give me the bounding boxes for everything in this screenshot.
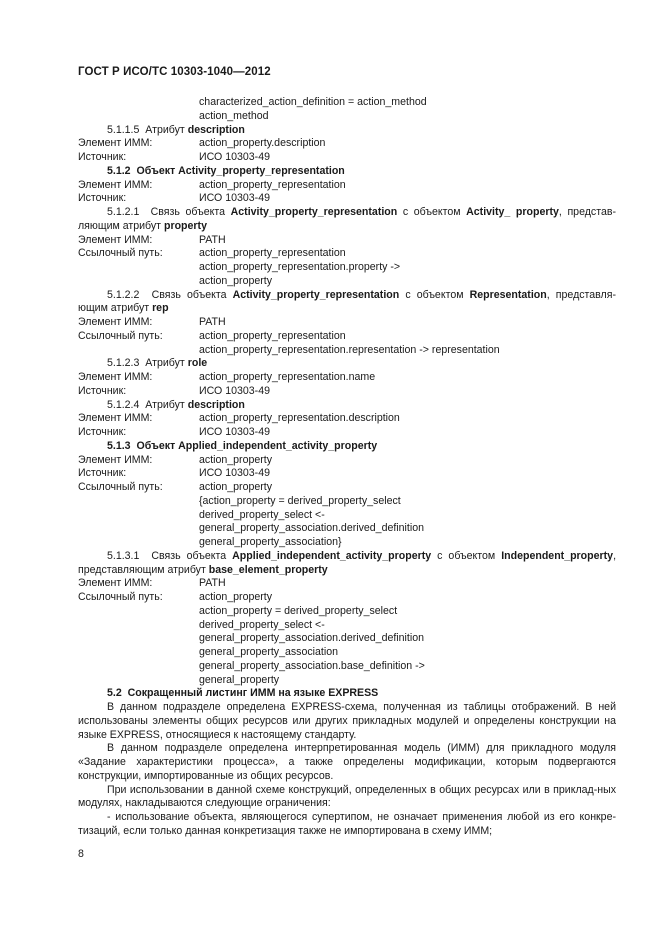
- aim-element-row: Элемент ИММ: PATH: [78, 577, 226, 590]
- section-5-1-2-2-heading: 5.1.2.2 Связь объекта Activity_property_representation с объектом Representation, представля- ющим атрибут rep: [78, 288, 616, 315]
- reference-path-row: Ссылочный путь: action_property: [78, 481, 273, 493]
- reference-path-line: action_property_representation.representation -> representation: [199, 343, 500, 356]
- aim-element-row: Элемент ИММ: PATH: [78, 233, 226, 246]
- section-5-1-2-1-heading: 5.1.2.1 Связь объекта Activity_property_representation с объектом Activity_ property, представ- ляющим атрибут property: [78, 206, 616, 232]
- reference-path-line: action_property: [199, 274, 273, 287]
- source-row: Источник: ИСО 10303-49: [78, 151, 270, 163]
- section-5-1-2-4-heading: 5.1.2.4 Атрибут description: [107, 398, 245, 411]
- list-item: - использование объекта, являющегося супертипом, не означает применения любой из его конкре-тизаций, если только данная конкретизация также не импортирована в схему ИММ;: [78, 811, 616, 837]
- reference-path-row: Ссылочный путь: action_property_representation: [78, 247, 346, 260]
- reference-path-line: general_property_association.base_definition ->: [199, 659, 425, 672]
- reference-path-line: derived_property_select <-: [199, 508, 325, 521]
- source-row: Источник: ИСО 10303-49: [78, 426, 270, 438]
- page-header: ГОСТ Р ИСО/ТС 10303-1040—2012: [78, 66, 271, 78]
- reference-path-line: derived_property_select <-: [199, 618, 325, 631]
- section-5-1-2-heading: 5.1.2 Объект Activity_property_representation: [107, 164, 345, 177]
- section-5-1-2-3-heading: 5.1.2.3 Атрибут role: [107, 357, 208, 370]
- reference-path-row: Ссылочный путь: action_property_representation: [78, 329, 346, 342]
- paragraph: При использовании в данной схеме конструкций, определенных в общих ресурсах или в приклад-ных модулях, накладываются следующие ограничения:: [78, 783, 616, 810]
- reference-path-line: general_property_association: [199, 646, 338, 658]
- aim-element-row: Элемент ИММ: action_property.description: [78, 137, 326, 150]
- reference-path-row: Ссылочный путь: action_property: [78, 591, 273, 603]
- section-5-2-heading: 5.2 Сокращенный листинг ИММ на языке EXPRESS: [107, 687, 379, 700]
- reference-path-line: general_property_association.derived_definition: [199, 522, 424, 535]
- aim-element-row: Элемент ИММ: action_property_representation.name: [78, 371, 376, 383]
- aim-element-row: Элемент ИММ: action_property_representation.description: [78, 412, 400, 425]
- reference-path-line: action_property_representation.property ->: [199, 261, 401, 273]
- source-row: Источник: ИСО 10303-49: [78, 384, 270, 397]
- paragraph: В данном подразделе определена EXPRESS-схема, полученная из таблицы отображений. В ней использованы элементы общих ресурсов или других прикладных модулей и определены конструкции на языке EXPRESS, относящиеся к настоящему стандарту.: [78, 701, 616, 741]
- aim-element-row: Элемент ИММ: action_property_representation: [78, 178, 346, 191]
- reference-path-line: general_property_association}: [199, 536, 342, 548]
- source-row: Источник: ИСО 10303-49: [78, 467, 270, 480]
- paragraph: В данном подразделе определена интерпретированная модель (ИММ) для прикладного модуля «Задание характеристики процесса», а также определены модификации, которым подвергаются конструкции, импортированные из общих ресурсов.: [78, 742, 616, 782]
- reference-path-line: general_property_association.derived_definition: [199, 632, 424, 645]
- source-row: Источник: ИСО 10303-49: [78, 192, 270, 205]
- aim-element-row: Элемент ИММ: PATH: [78, 316, 226, 328]
- section-5-1-1-5-heading: 5.1.1.5 Атрибут description: [107, 123, 245, 136]
- page-number: 8: [78, 848, 84, 860]
- section-5-1-3-1-heading: 5.1.3.1 Связь объекта Applied_independent_activity_property с объектом Independent_property, представляющим атрибут base_element_property: [78, 549, 617, 576]
- reference-path-line: action_property = derived_property_select: [199, 604, 398, 617]
- mapping-line: characterized_action_definition = action_method: [199, 96, 427, 108]
- section-5-1-3-heading: 5.1.3 Объект Applied_independent_activity_property: [107, 439, 378, 452]
- reference-path-line: general_property: [199, 673, 280, 686]
- aim-element-row: Элемент ИММ: action_property: [78, 453, 273, 466]
- mapping-line: action_method: [199, 109, 269, 122]
- reference-path-line: {action_property = derived_property_select: [199, 494, 401, 507]
- document-body: [78, 96, 616, 839]
